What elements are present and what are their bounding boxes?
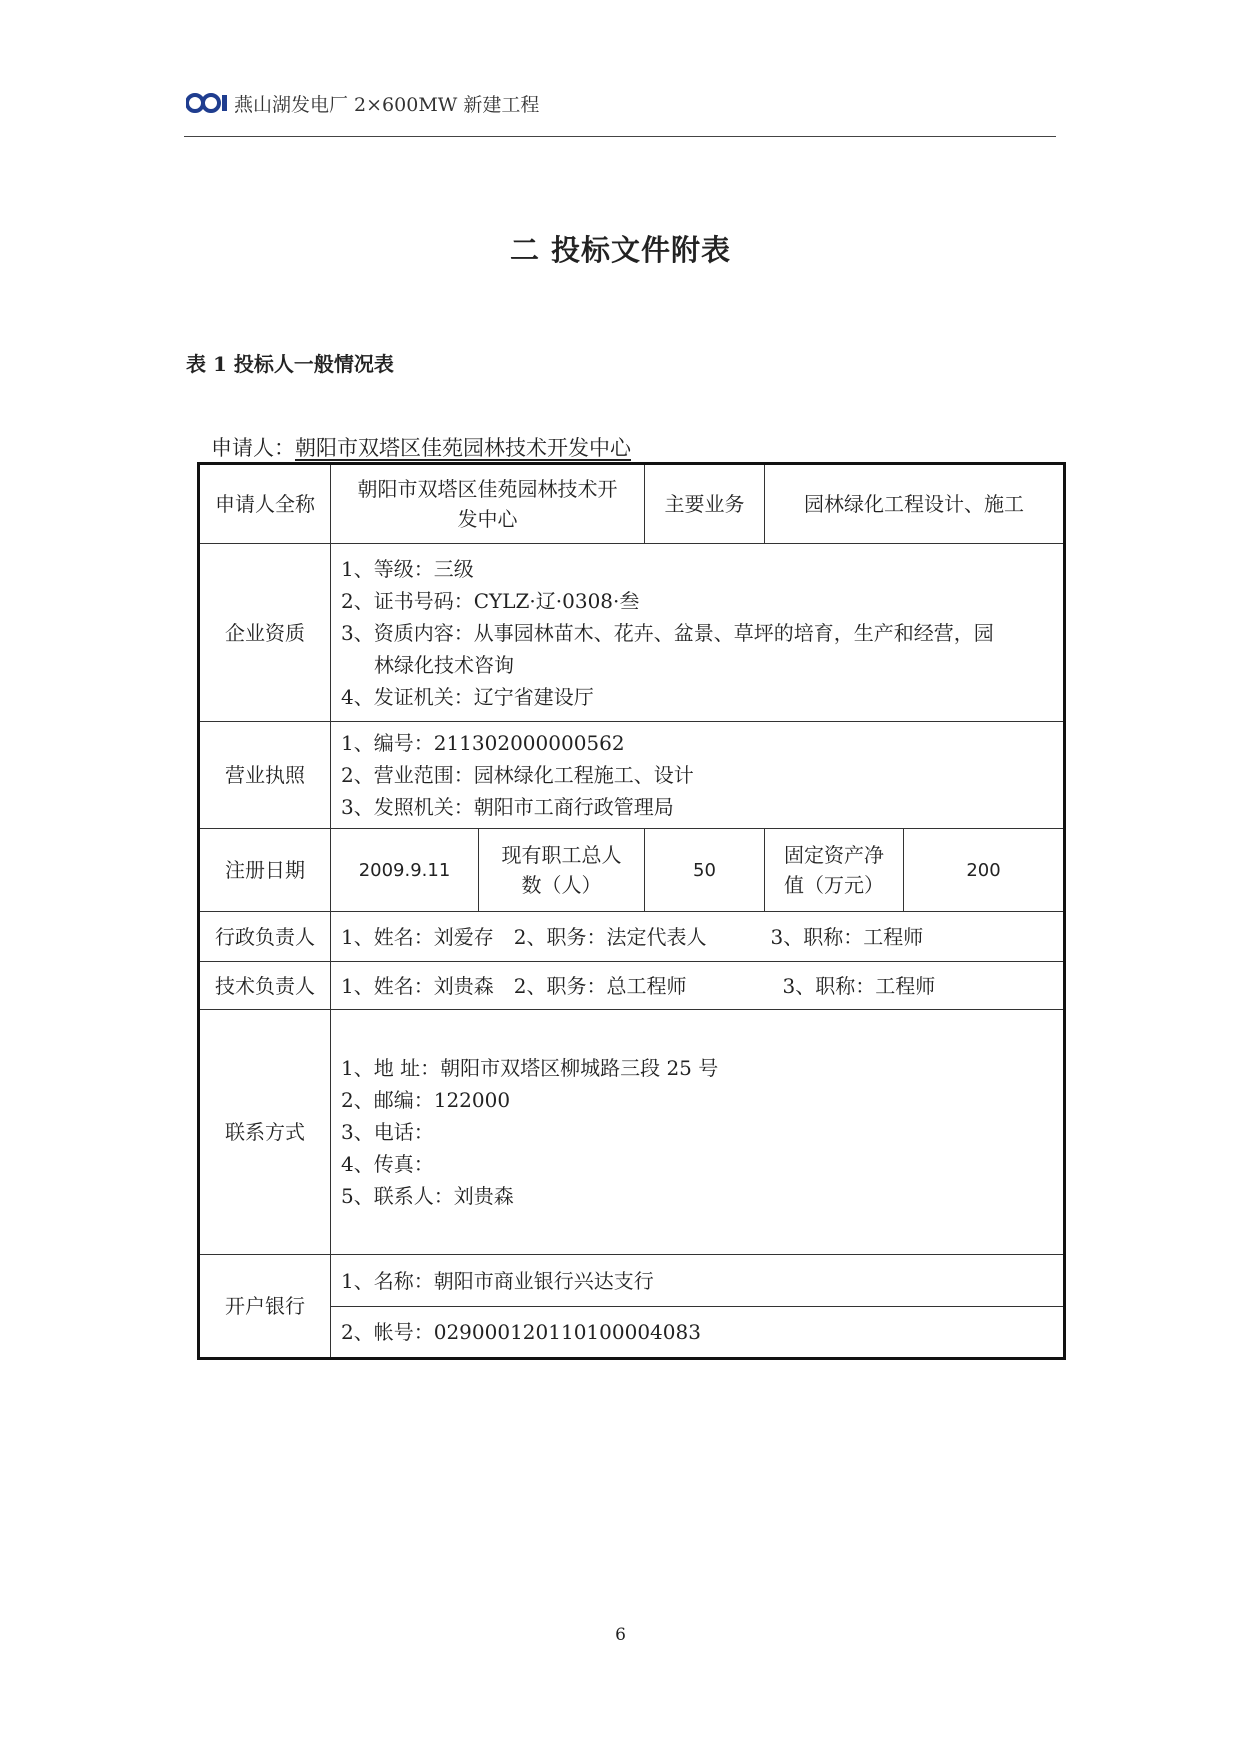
assets-value: 200 [904,829,1065,912]
bidder-info-table [197,462,1066,1360]
table-row [199,1010,1065,1255]
business-value: 园林绿化工程设计、施工 [765,464,1065,544]
applicant-value: 朝阳市双塔区佳苑园林技术开发中心 [295,436,631,460]
table-row [199,1255,1065,1307]
tech-info: 1、姓名：刘贵森 2、职务：总工程师 3、职称：工程师 [331,962,1065,1010]
page-header [186,88,539,118]
full-name-value: 朝阳市双塔区佳苑园林技术开 发中心 [331,464,645,544]
header-rule [184,136,1056,137]
full-name-label: 申请人全称 [199,464,331,544]
assets-label: 固定资产净 值（万元） [765,829,904,912]
contact-items: 1、地 址：朝阳市双塔区柳城路三段 25 号 2、邮编：122000 3、电话： 4、传真： 5、联系人：刘贵森 [331,1010,1065,1255]
applicant-label: 申请人： [211,436,295,460]
bank-name: 1、名称：朝阳市商业银行兴达支行 [331,1255,1065,1307]
admin-label: 行政负责人 [199,912,331,962]
header-title: 燕山湖发电厂 2×600MW 新建工程 [234,93,540,116]
staff-value: 50 [645,829,765,912]
table-row [199,962,1065,1010]
reg-date-value: 2009.9.11 [331,829,479,912]
applicant-line [211,432,631,462]
page-number: 6 [615,1625,626,1645]
qualification-label: 企业资质 [199,544,331,722]
license-items: 1、编号：211302000000562 2、营业范围：园林绿化工程施工、设计 3、发照机关：朝阳市工商行政管理局 [331,722,1065,829]
reg-date-label: 注册日期 [199,829,331,912]
table-row [199,544,1065,722]
bank-account: 2、帐号：0290001201101000040​83 [331,1307,1065,1359]
qualification-items: 1、等级：三级 2、证书号码：CYLZ·辽·0308·叁 3、资质内容：从事园林苗木、花卉、盆景、草坪的培育，生产和经营，园 林绿化技术咨询 4、发证机关：辽宁省建设厅 [331,544,1065,722]
business-label: 主要业务 [645,464,765,544]
bank-label: 开户银行 [199,1255,331,1359]
tech-label: 技术负责人 [199,962,331,1010]
table-caption: 表 1 投标人一般情况表 [186,352,394,376]
document-title: 二 投标文件附表 [509,233,732,267]
staff-label: 现有职工总人 数（人） [479,829,645,912]
table-row [199,722,1065,829]
table-row [199,912,1065,962]
table-row [199,829,1065,912]
admin-info: 1、姓名：刘爱存 2、职务：法定代表人 3、职称：工程师 [331,912,1065,962]
table-row [199,464,1065,544]
company-logo [186,92,230,114]
license-label: 营业执照 [199,722,331,829]
contact-label: 联系方式 [199,1010,331,1255]
